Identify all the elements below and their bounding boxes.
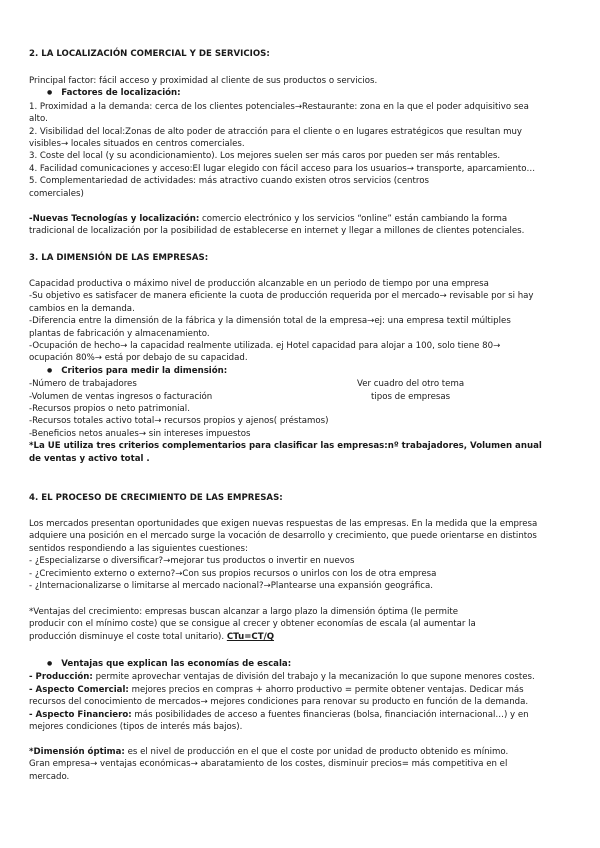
dimension-optima — [29, 746, 574, 783]
principal-factor: Principal factor: fácil acceso y proximidad al cliente de sus productos o servicios. — [29, 76, 378, 86]
ventajas-line-3: producción disminuye el coste total unitario). — [29, 631, 227, 642]
diferencia-cont: plantas de fabricación y almacenamiento. — [29, 328, 210, 339]
financiero-cont: mejores condiciones (tipos de interés más bajos). — [29, 722, 243, 733]
factor-1-cont: alto. — [29, 114, 48, 125]
produccion-text: permite aprovechar ventajas de división del trabajo y la mecanización lo que supone menores costes. — [92, 672, 535, 683]
factor-3: 3. Coste del local (y su acondicionamiento). Los mejores suelen ser más caros por pueden ser más rentables. — [29, 151, 501, 162]
criterio-5: -Beneficios netos anuales→ sin intereses impuestos — [29, 428, 251, 439]
financiero-text: más posibilidades de acceso a fuentes financieras (bolsa, financiación internacional…) y en — [131, 709, 529, 720]
intro-line-3: sentidos respondiendo a las siguientes cuestiones: — [29, 543, 248, 554]
criterio-1: -Número de trabajadores — [29, 379, 137, 390]
question-3: - ¿Internacionalizarse o limitarse al mercado nacional?→Plantearse una expansión geográfica. — [29, 581, 433, 592]
comercial-cont: recursos del conocimiento de mercados→ mejores condiciones para renovar su producto en función de la demanda. — [29, 697, 529, 708]
dimension-optima-text: es el nivel de producción en el que el coste por unidad de producto obtenido es mínimo. — [124, 747, 509, 757]
economias-heading: ● Ventajas que explican las economías de escala: — [29, 658, 574, 671]
factor-5: 5. Complementariedad de actividades: más atractivo cuando existen otros servicios (centros — [29, 176, 429, 187]
factor-4: 4. Facilidad comunicaciones y acceso:El lugar elegido con fácil acceso para los usuarios→ transporte, aparcamiento… — [29, 163, 536, 174]
criterios-heading: ● Criterios para medir la dimensión: — [29, 365, 574, 378]
ue-criteria: *La UE utiliza tres criterios complementarios para clasificar las empresas:nº trabajadores, Volumen anual — [29, 441, 542, 452]
nuevas-tecnologias-label: -Nuevas Tecnologías y localización: — [29, 214, 200, 224]
capacidad-line: Capacidad productiva o máximo nivel de producción alcanzable en un periodo de tiempo por una empresa — [29, 279, 489, 289]
question-1: - ¿Especializarse o diversificar?→mejorar tus productos o invertir en nuevos — [29, 556, 355, 567]
factor-2-cont: visibles→ locales situados en centros comerciales. — [29, 139, 245, 150]
objetivo-cont: cambios en la demanda. — [29, 303, 135, 314]
criterio-4: -Recursos totales activo total→ recursos propios y ajenos( préstamos) — [29, 416, 329, 427]
factor-1: 1. Proximidad a la demanda: cerca de los clientes potenciales→Restaurante: zona en la que el poder adquisitivo sea — [29, 101, 529, 112]
section-3-body — [29, 278, 574, 465]
ocupacion-line: -Ocupación de hecho→ la capacidad realmente utilizada. ej Hotel capacidad para alojar a 100, solo tiene 80→ — [29, 341, 501, 352]
comercial-text: mejores precios en compras + ahorro productivo = permite obtener ventajas. Dedicar más — [128, 684, 524, 695]
dimension-optima-label: *Dimensión óptima: — [29, 747, 125, 757]
comercial-label: - Aspecto Comercial: — [29, 684, 129, 695]
nuevas-tecnologias — [29, 213, 574, 238]
factor-2: 2. Visibilidad del local:Zonas de alto poder de atracción para el cliente o en lugares estratégicos que resultan muy — [29, 126, 522, 137]
ventajas-crecimiento — [29, 606, 574, 643]
criterio-2: -Volumen de ventas ingresos o facturación — [29, 391, 213, 402]
section-4-intro — [29, 518, 574, 592]
ue-criteria-cont: de ventas y activo total . — [29, 453, 150, 464]
nuevas-tecnologias-cont: tradicional de localización por la posibilidad de establecerse en internet y llegar a millones de clientes potenciales. — [29, 226, 525, 237]
factores-heading: ● Factores de localización: — [29, 87, 574, 100]
financiero-label: - Aspecto Financiero: — [29, 709, 132, 720]
economias-escala — [29, 658, 574, 733]
ventajas-line-1: *Ventajas del crecimiento: empresas buscan alcanzar a largo plazo la dimensión óptima (le permite — [29, 607, 459, 617]
section-4-title: 4. EL PROCESO DE CRECIMIENTO DE LAS EMPRESAS: — [29, 493, 283, 503]
criterio-note-1: Ver cuadro del otro tema — [357, 379, 465, 390]
intro-line-2: adquiere una posición en el mercado surge la vocación de desarrollo y crecimiento, que puede orientarse en distintos — [29, 531, 537, 542]
criterio-note-2: tipos de empresas — [371, 391, 451, 402]
factor-5-cont: comerciales) — [29, 188, 84, 199]
section-2-title: 2. LA LOCALIZACIÓN COMERCIAL Y DE SERVICIOS: — [29, 49, 270, 59]
ctu-formula: CTu=CT/Q — [226, 631, 275, 642]
produccion-label: - Producción: — [29, 672, 93, 683]
section-3-title: 3. LA DIMENSIÓN DE LAS EMPRESAS: — [29, 253, 209, 263]
ventajas-line-2: producir con el mínimo coste) que se consigue al crecer y obtener economías de escala (al aumentar la — [29, 619, 476, 630]
ocupacion-cont: ocupación 80%→ está por debajo de su capacidad. — [29, 353, 248, 364]
criterio-3: -Recursos propios o neto patrimonial. — [29, 404, 190, 415]
section-2-body — [29, 75, 574, 200]
dimension-optima-cont-2: mercado. — [29, 771, 70, 782]
objetivo-line: -Su objetivo es satisfacer de manera eficiente la cuota de producción requerida por el mercado→ revisable por si hay — [29, 291, 534, 302]
diferencia-line: -Diferencia entre la dimensión de la fábrica y la dimensión total de la empresa→ej: una empresa textil múltiples — [29, 316, 511, 327]
nuevas-tecnologias-text: comercio electrónico y los servicios “online” están cambiando la forma — [199, 214, 508, 224]
dimension-optima-cont-1: Gran empresa→ ventajas económicas→ abaratamiento de los costes, disminuir precios= más competitiva en el — [29, 759, 508, 770]
question-2: - ¿Crecimiento externo o externo?→Con sus propios recursos o unirlos con los de otra empresa — [29, 568, 437, 579]
intro-line-1: Los mercados presentan oportunidades que exigen nuevas respuestas de las empresas. En la medida que la empresa — [29, 519, 538, 529]
